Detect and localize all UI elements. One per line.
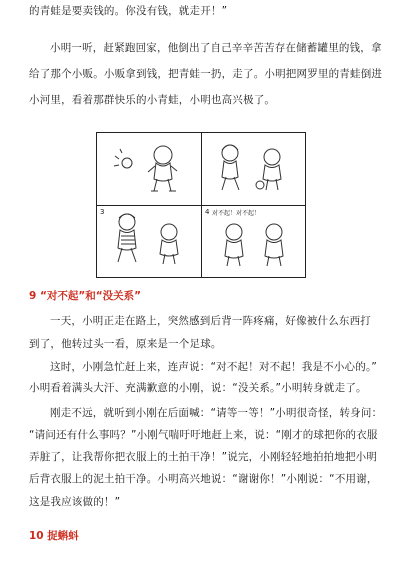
text-line: 这是我应该做的！” <box>29 496 121 508</box>
comic-illustration <box>96 132 306 278</box>
two-boys-drawing <box>202 133 306 205</box>
ball-and-boy-drawing <box>97 133 201 205</box>
text-line: 给了那个小贩。小贩拿到钱，把青蛙一扔，走了。小明把网罗里的青蛙倒进 <box>29 68 383 80</box>
panel-number: 3 <box>100 208 105 216</box>
text-line: 到了，他转过头一看，原来是一个足球。 <box>29 338 222 350</box>
text-line: 弄脏了，让我帮你把衣服上的土拍干净！”说完，小刚轻轻地拍拍地把小明 <box>29 451 378 463</box>
text-line: 刚走不远，就听到小刚在后面喊：“请等一等！”小明很奇怪，转身问： <box>50 407 383 419</box>
text-line: 小明看着满头大汗、充满歉意的小刚，说：“没关系。”小明转身就走了。 <box>29 382 367 394</box>
text-line: 一天，小明正走在路上，突然感到后背一阵疼痛，好像被什么东西打 <box>50 315 371 327</box>
section-heading: 10 捉蝌蚪 <box>29 530 79 542</box>
text-line: 小河里，看着那群快乐的小青蛙，小明也高兴极了。 <box>29 94 276 106</box>
text-line: 的青蛙是要卖钱的。你没有钱，就走开！” <box>29 5 228 17</box>
speech-text: 对不起！对不起！ <box>212 210 261 217</box>
running-boy-drawing <box>97 206 201 278</box>
comic-panel-1 <box>97 133 201 205</box>
text-line: 这时，小刚急忙赶上来，连声说：“对不起！对不起！我是不小心的。” <box>50 361 378 373</box>
comic-panel-4 <box>202 206 306 278</box>
comic-panel-2 <box>202 133 306 205</box>
text-line: 小明一听，赶紧跑回家，他倒出了自己辛辛苦苦存在储蓄罐里的钱，拿 <box>50 42 382 54</box>
panel-number: 4 <box>205 208 210 216</box>
text-line: “请问还有什么事吗？”小刚气喘吁吁地赶上来，说：“刚才的球把你的衣服 <box>29 429 378 441</box>
section-heading: 9 “对不起”和“没关系” <box>29 290 142 302</box>
comic-panel-3 <box>97 206 201 278</box>
text-line: 后背衣服上的泥土拍干净。小明高兴地说：“谢谢你！”小刚说：“不用谢， <box>29 473 378 485</box>
